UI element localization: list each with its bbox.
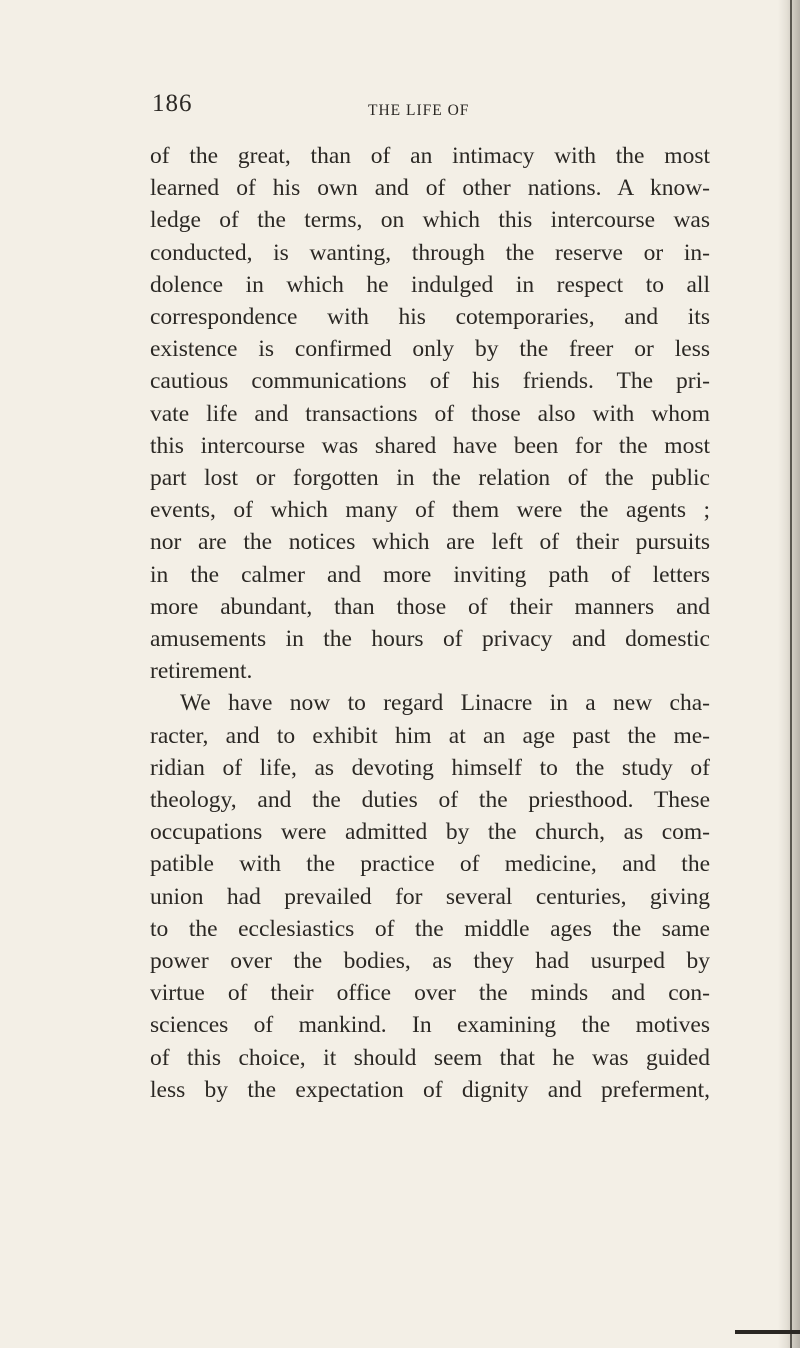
text-line: part lost or forgotten in the relation of the public: [150, 465, 710, 492]
text-line: events, of which many of them were the agents ;: [150, 497, 710, 524]
text-line: cautious communications of his friends. The pri-: [150, 368, 710, 395]
text-line: of this choice, it should seem that he was guided: [150, 1044, 710, 1071]
text-line: existence is confirmed only by the freer or less: [150, 336, 710, 363]
text-line: union had prevailed for several centuries, giving: [150, 883, 710, 910]
text-line: ridian of life, as devoting himself to the study of: [150, 754, 710, 781]
text-line: amusements in the hours of privacy and domestic: [150, 626, 710, 653]
running-head: THE LIFE OF: [368, 102, 470, 119]
text-line: vate life and transactions of those also with whom: [150, 400, 710, 427]
text-line: power over the bodies, as they had usurped by: [150, 948, 710, 975]
text-line: ledge of the terms, on which this intercourse was: [150, 207, 710, 234]
page-edge-shadow: [778, 0, 800, 1348]
text-line: to the ecclesiastics of the middle ages the same: [150, 915, 710, 942]
bottom-edge-rule: [735, 1330, 800, 1334]
page-header: [0, 86, 760, 118]
text-line: dolence in which he indulged in respect to all: [150, 271, 710, 298]
text-line: nor are the notices which are left of their pursuits: [150, 529, 710, 556]
text-line: correspondence with his cotemporaries, and its: [150, 304, 710, 331]
text-line: We have now to regard Linacre in a new cha-: [180, 690, 710, 717]
text-line: virtue of their office over the minds and con-: [150, 980, 710, 1007]
text-line: conducted, is wanting, through the reserve or in-: [150, 239, 710, 266]
text-line: less by the expectation of dignity and preferment,: [150, 1076, 710, 1103]
text-line: occupations were admitted by the church, as com-: [150, 819, 710, 846]
text-line: in the calmer and more inviting path of letters: [150, 561, 710, 588]
page-edge-line: [790, 0, 792, 1348]
text-line: theology, and the duties of the priesthood. These: [150, 787, 710, 814]
text-line: of the great, than of an intimacy with the most: [150, 143, 710, 169]
text-line: this intercourse was shared have been for the most: [150, 432, 710, 459]
text-line: racter, and to exhibit him at an age past the me-: [150, 722, 710, 749]
body-text: [150, 140, 710, 1106]
text-line: patible with the practice of medicine, and the: [150, 851, 710, 878]
text-line: sciences of mankind. In examining the motives: [150, 1012, 710, 1039]
text-line: retirement.: [150, 658, 253, 685]
page-number: 186: [152, 90, 193, 117]
text-line: learned of his own and of other nations. A know-: [150, 175, 710, 202]
text-line: more abundant, than those of their manners and: [150, 593, 710, 620]
